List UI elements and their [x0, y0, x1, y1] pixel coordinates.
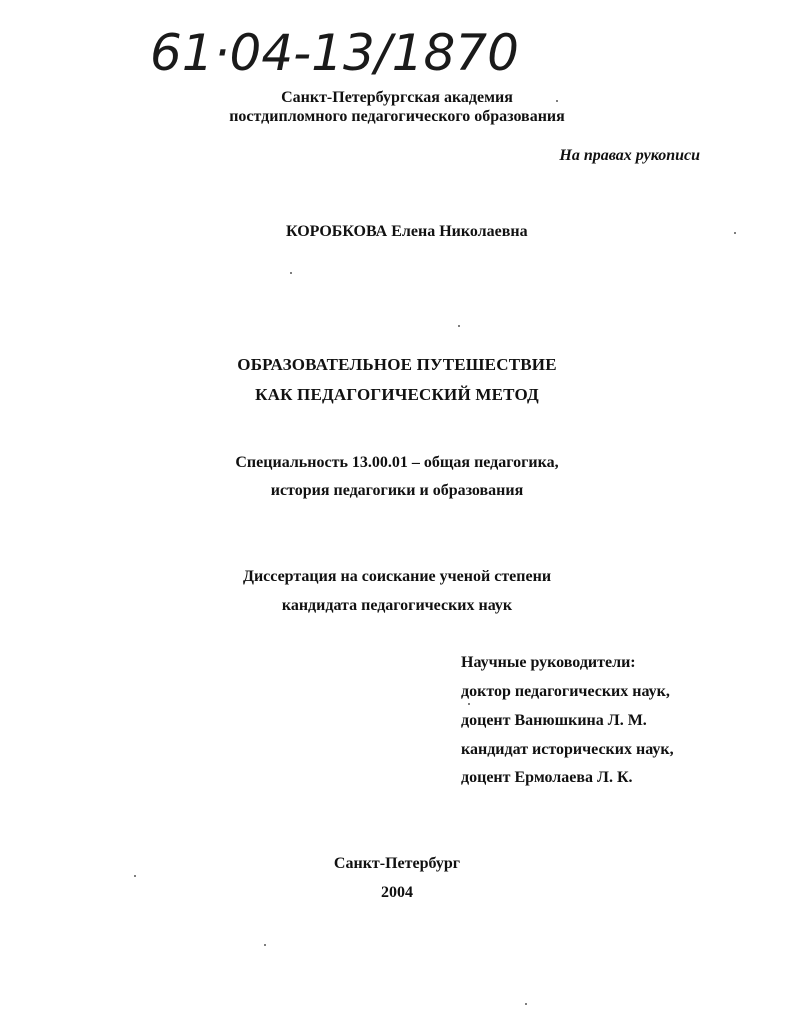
specialty-line-2: история педагогики и образования: [270, 482, 524, 499]
degree-line-1: Диссертация на соискание ученой степени: [242, 568, 552, 585]
scan-speck: [734, 232, 736, 234]
scan-speck: [468, 703, 470, 705]
specialty-line-1: Специальность 13.00.01 – общая педагогика,: [235, 454, 559, 471]
handwritten-number-text: 61·04-13/1870: [150, 24, 519, 82]
title-line-1: ОБРАЗОВАТЕЛЬНОЕ ПУТЕШЕСТВИЕ: [237, 355, 557, 374]
supervisor-line: доцент Ванюшкина Л. М.: [461, 712, 647, 729]
author-name: КОРОБКОВА Елена Николаевна: [286, 223, 528, 240]
scan-speck: [458, 325, 460, 327]
degree-line-2: кандидата педагогических наук: [281, 597, 513, 614]
scan-speck: [134, 875, 136, 877]
scan-speck: [290, 272, 292, 274]
city: Санкт-Петербург: [333, 855, 461, 872]
title-line-2: КАК ПЕДАГОГИЧЕСКИЙ МЕТОД: [255, 385, 539, 404]
scan-speck: [264, 944, 266, 946]
handwritten-archive-number: [150, 18, 530, 88]
supervisor-line: доктор педагогических наук,: [461, 683, 670, 700]
scan-speck: [525, 1003, 527, 1005]
supervisors-heading: Научные руководители:: [461, 654, 636, 671]
supervisor-line: доцент Ермолаева Л. К.: [461, 769, 633, 786]
institution-line-1: Санкт-Петербургская академия: [281, 89, 513, 106]
scan-speck: [556, 100, 558, 102]
supervisor-line: кандидат исторических наук,: [461, 741, 674, 758]
year: 2004: [381, 884, 413, 901]
institution-line-2: постдипломного педагогического образования: [229, 108, 565, 125]
manuscript-note: На правах рукописи: [559, 147, 700, 164]
